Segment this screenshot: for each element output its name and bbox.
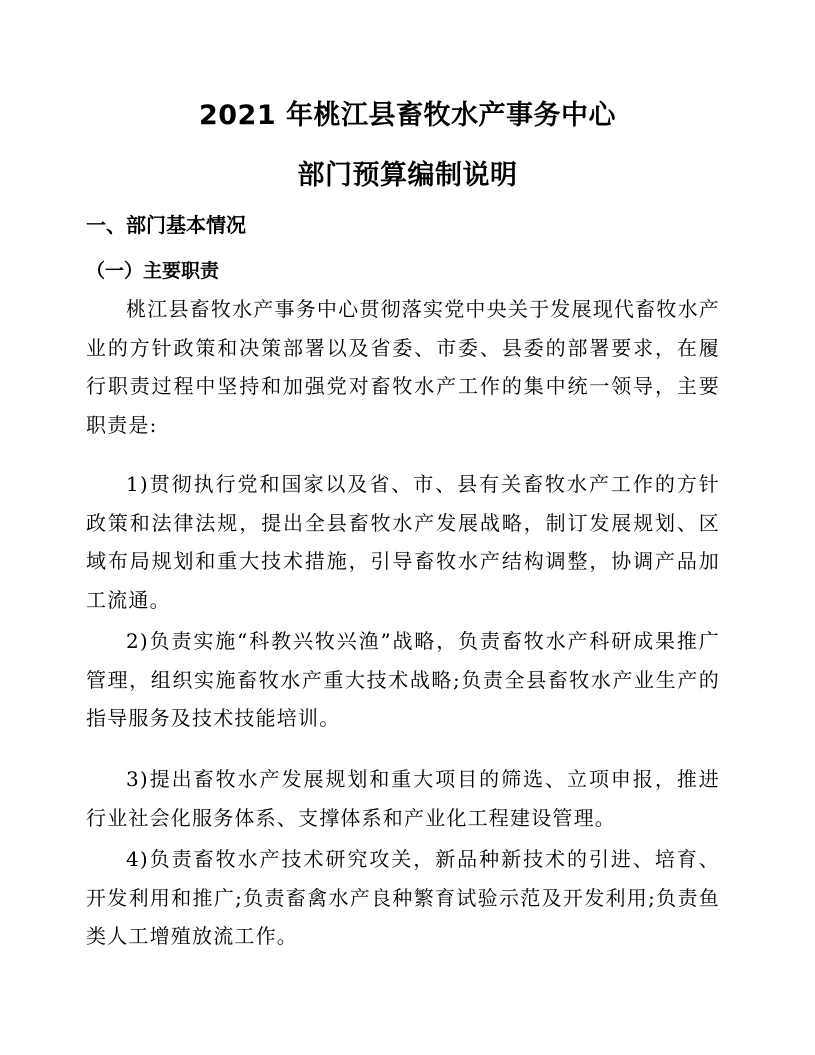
paragraph-duty-4: 4)负责畜牧水产技术研究攻关，新品种新技术的引进、培育、开发利用和推广;负责畜禽水产良种繁育试验示范及开发利用;负责鱼类人工增殖放流工作。 (86, 847, 720, 949)
paragraph-duty-3: 3)提出畜牧水产发展规划和重大项目的筛选、立项申报，推进行业社会化服务体系、支撑体系和产业化工程建设管理。 (86, 767, 720, 830)
paragraph-intro: 桃江县畜牧水产事务中心贯彻落实党中央关于发展现代畜牧水产业的方针政策和决策部署以及省委、市委、县委的部署要求，在履行职责过程中坚持和加强党对畜牧水产工作的集中统一领导，主要职责是: (86, 297, 720, 437)
document-title: 2021 年桃江县畜牧水产事务中心 (198, 100, 617, 131)
paragraph-duty-1: 1)贯彻执行党和国家以及省、市、县有关畜牧水产工作的方针政策和法律法规，提出全县畜牧水产发展战略，制订发展规划、区域布局规划和重大技术措施，引导畜牧水产结构调整，协调产品加工流通。 (86, 472, 720, 612)
document-subtitle: 部门预算编制说明 (297, 160, 518, 191)
subsection-heading: （一）主要职责 (86, 260, 220, 282)
section-heading: 一、部门基本情况 (86, 213, 246, 237)
paragraph-duty-2: 2)负责实施“科教兴牧兴渔”战略，负责畜牧水产科研成果推广管理，组织实施畜牧水产重大技术战略;负责全县畜牧水产业生产的指导服务及技术技能培训。 (86, 629, 720, 731)
